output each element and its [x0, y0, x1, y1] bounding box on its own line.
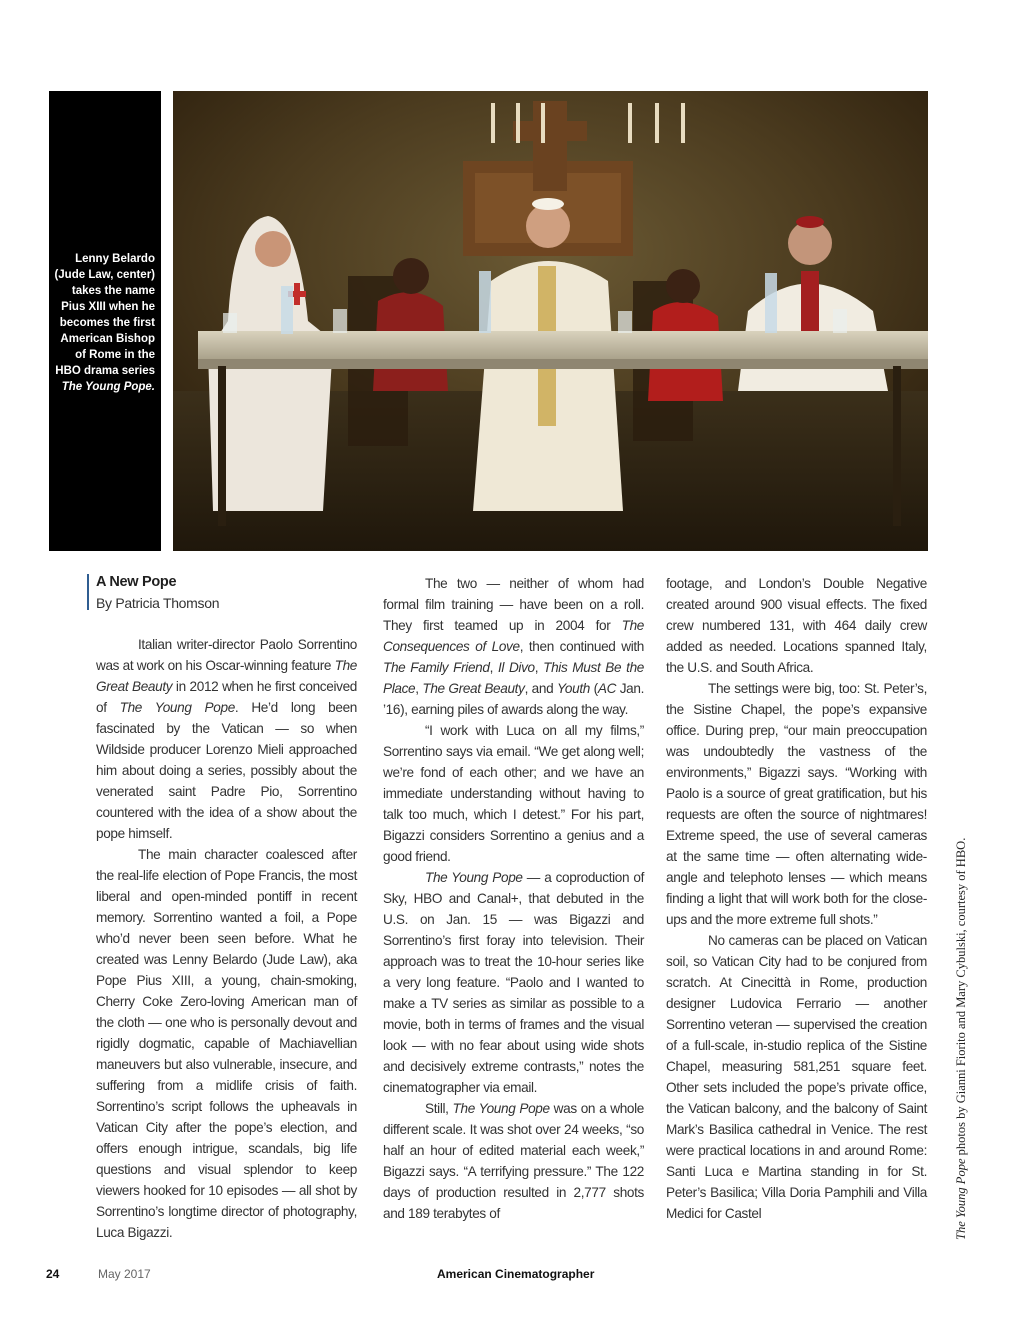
- magazine-name: American Cinematographer: [437, 1267, 595, 1281]
- paragraph: The Young Pope — a coproduction of Sky, HBO and Canal+, that debuted in the U.S. on Jan. 15 — was Bigazzi and Sorrentino’s first foray into television. Their approach was to treat the 10-hour series like a very long feature. “Paolo and I wanted to make a TV series as similar as possible to a movie, both in terms of frames and the visual look — with no fear about using wide shots and decisively extreme contrasts,” notes the cinematographer via email.: [383, 870, 645, 1095]
- credit-series-title: The Young Pope: [954, 1158, 968, 1240]
- article-column-2: [383, 573, 644, 1224]
- credit-text: photos by Gianni Fiorito and Mary Cybulski, courtesy of HBO.: [954, 837, 968, 1159]
- article-header: [96, 572, 357, 614]
- issue-date: May 2017: [98, 1267, 151, 1281]
- article-column-1: [96, 573, 357, 1243]
- paragraph: footage, and London’s Double Negative created around 900 visual effects. The fixed crew numbered 131, with 464 daily crew added as needed. Locations spanned Italy, the U.S. and South Africa.: [666, 576, 927, 675]
- caption-text: Lenny Belardo (Jude Law, center) takes the name Pius XIII when he becomes the first American Bishop of Rome in the HBO drama series: [54, 253, 155, 377]
- paragraph: The settings were big, too: St. Peter’s, the Sistine Chapel, the pope’s expansive office. During prep, “our main preoccupation was undoubtedly the vastness of the environments,” Bigazzi says. “Working with Paolo is a source of great gratification, but his requests are often the source of nightmares! Extreme speed, the use of several cameras at the same time — often alternating wide-angle and telephoto lenses — which means finding a light that will work both for the close-ups and the more extreme full shots.”: [666, 681, 927, 927]
- paragraph: Italian writer-director Paolo Sorrentino was at work on his Oscar-winning feature The Great Beauty in 2012 when he first conceived of The Young Pope. He’d long been fascinated by the Vatican — so when Wildside producer Lorenzo Mieli approached him about doing a series, possibly about the venerated saint Padre Pio, Sorrentino countered with the idea of a show about the pope himself.: [96, 637, 357, 841]
- caption-series-title: The Young Pope.: [61, 381, 155, 393]
- paragraph: “I work with Luca on all my films,” Sorrentino says via email. “We get along well; we’re fond of each other; and we have an immediate understanding without having to talk too much, which I detest.” For his part, Bigazzi considers Sorrentino a genius and a good friend.: [383, 723, 644, 864]
- page-number: 24: [46, 1267, 60, 1281]
- article-headline: A New Pope: [96, 574, 177, 590]
- paragraph: The main character coalesced after the real-life election of Pope Francis, the most liberal and open-minded pontiff in recent memory. Sorrentino wanted a foil, a Pope who’d never been seen before. What he created was Lenny Belardo (Jude Law), aka Pope Pius XIII, a young, chain-smoking, Cherry Coke Zero-loving American man of the cloth — one who is personally devout and rigidly dogmatic, capable of Machiavellian maneuvers but also vulnerable, insecure, and suffering from a midlife crisis of faith. Sorrentino’s script follows the upheavals in Vatican City after the pope’s election, and offers enough intrigue, scandals, big life questions and visual splendor to keep viewers hooked for 10 episodes — all shot by Sorrentino’s longtime director of photography, Luca Bigazzi.: [96, 847, 357, 1240]
- photo-caption: [51, 251, 155, 395]
- headline-accent-bar: [87, 574, 89, 610]
- article-byline: By Patricia Thomson: [96, 595, 220, 611]
- photo-credit: [952, 837, 970, 1240]
- caption-box: [49, 91, 161, 551]
- paragraph: Still, The Young Pope was on a whole different scale. It was shot over 24 weeks, “so half an hour of edited material each week,” Bigazzi says. “A terrifying pressure.” The 122 days of production resulted in 2,777 shots and 189 terabytes of: [383, 1101, 644, 1221]
- dinner-scene-illustration: [173, 91, 928, 551]
- hero-photo: [173, 91, 928, 551]
- paragraph: No cameras can be placed on Vatican soil, so Vatican City had to be conjured from scratch. At Cinecittà in Rome, production designer Ludovica Ferrario — another Sorrentino veteran — supervised the creation of a full-scale, in-studio replica of the Sistine Chapel, measuring 581,251 square feet. Other sets included the pope’s private office, the Vatican balcony, and the balcony of Saint Mark’s Basilica cathedral in Venice. The rest were practical locations in and around Rome: Santi Luca e Martina standing in for St. Peter’s Basilica; Villa Doria Pamphili and Villa Medici for Castel: [666, 933, 927, 1221]
- paragraph: The two — neither of whom had formal film training — have been on a roll. They first teamed up in 2004 for The Consequences of Love, then continued with The Family Friend, Il Divo, This Must Be the Place, The Great Beauty, and Youth (AC Jan. ’16), earning piles of awards along the way.: [383, 576, 645, 717]
- article-column-3: [666, 573, 927, 1224]
